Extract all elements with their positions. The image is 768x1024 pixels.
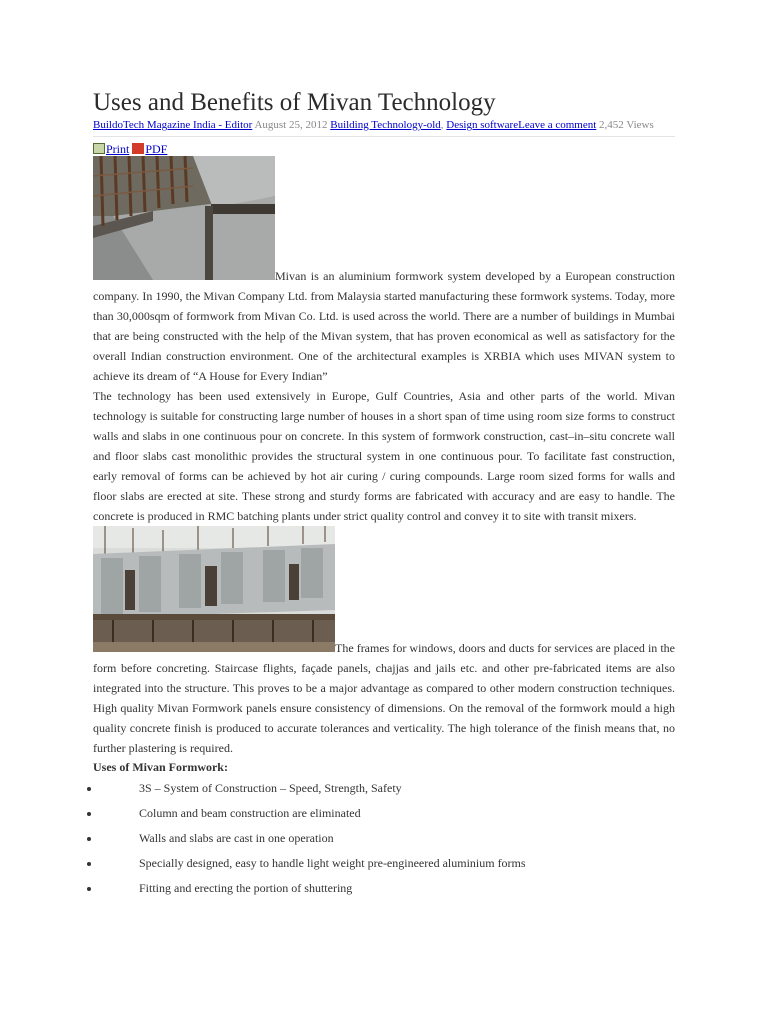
article: [93, 88, 675, 901]
uses-list-item: 3S – System of Construction – Speed, Strength, Safety: [85, 776, 667, 801]
paragraph-intro: [93, 156, 675, 386]
article-tools: [93, 142, 675, 156]
print-link[interactable]: Print: [106, 142, 130, 156]
paragraph-frames: [93, 526, 675, 758]
category-separator: ,: [440, 119, 444, 131]
view-count: 2,452 Views: [599, 119, 654, 131]
leave-comment-link[interactable]: Leave a comment: [518, 119, 597, 131]
printer-icon[interactable]: [93, 143, 105, 154]
pdf-link[interactable]: PDF: [145, 142, 168, 156]
uses-list-item: Specially designed, easy to handle light weight pre-engineered aluminium forms: [85, 851, 667, 876]
paragraph-frames-text: The frames for windows, doors and ducts for services are placed in the form before concreting. Staircase flights, façade panels, chajjas and jails etc. and other pre-fabricated items are also integrated into the structure. This proves to be a major advantage as compared to other modern construction techniques. High quality Mivan Formwork panels ensure consistency of dimensions. On the removal of the formwork mould a high quality concrete finish is produced to accurate tolerances and verticality. The high tolerance of the finish means that, no further plastering is required.: [93, 641, 675, 755]
article-meta: [93, 118, 675, 137]
uses-heading: Uses of Mivan Formwork:: [93, 760, 228, 774]
formwork-photo-top: [93, 156, 275, 280]
category-link-design-software[interactable]: Design software: [446, 119, 519, 131]
uses-list-item: Walls and slabs are cast in one operation: [85, 826, 667, 851]
building-formwork-photo: [93, 526, 335, 652]
uses-list-item: Fitting and erecting the portion of shuttering: [85, 876, 667, 901]
paragraph-technology: The technology has been used extensively in Europe, Gulf Countries, Asia and other parts of the world. Mivan technology is suitable for constructing large number of houses in a short span of time using room size forms to construct walls and slabs in one continuous pour on concrete. In this system of formwork construction, cast–in–situ concrete wall and floor slabs cast monolithic provides the structural system in one continuous pour. To facilitate fast construction, early removal of forms can be achieved by hot air curing / curing compounds. Large room sized forms for walls and floor slabs are erected at site. These strong and sturdy forms are fabricated with accuracy and are easy to handle. The concrete is produced in RMC batching plants under strict quality control and convey it to site with transit mixers.: [93, 389, 675, 523]
paragraph-intro-text: Mivan is an aluminium formwork system developed by a European construction company. In 1990, the Mivan Company Ltd. from Malaysia started manufacturing these formwork systems. Today, more than 30,000sqm of formwork from Mivan Co. Ltd. is used across the world. There are a number of buildings in Mumbai that are being constructed with the help of the Mivan system, that has proven economical as well as satisfactory for the overall Indian construction environment. One of the architectural examples is XRBIA which uses MIVAN system to achieve its dream of “A House for Every Indian”: [93, 269, 675, 383]
post-date: August 25, 2012: [254, 119, 328, 131]
uses-list-item: Column and beam construction are eliminated: [85, 801, 667, 826]
uses-list: [85, 776, 667, 901]
pdf-icon[interactable]: [132, 143, 144, 154]
author-link[interactable]: BuildoTech Magazine India - Editor: [93, 119, 253, 131]
category-link-building-technology[interactable]: Building Technology-old: [330, 119, 441, 131]
article-title: Uses and Benefits of Mivan Technology: [93, 89, 496, 116]
